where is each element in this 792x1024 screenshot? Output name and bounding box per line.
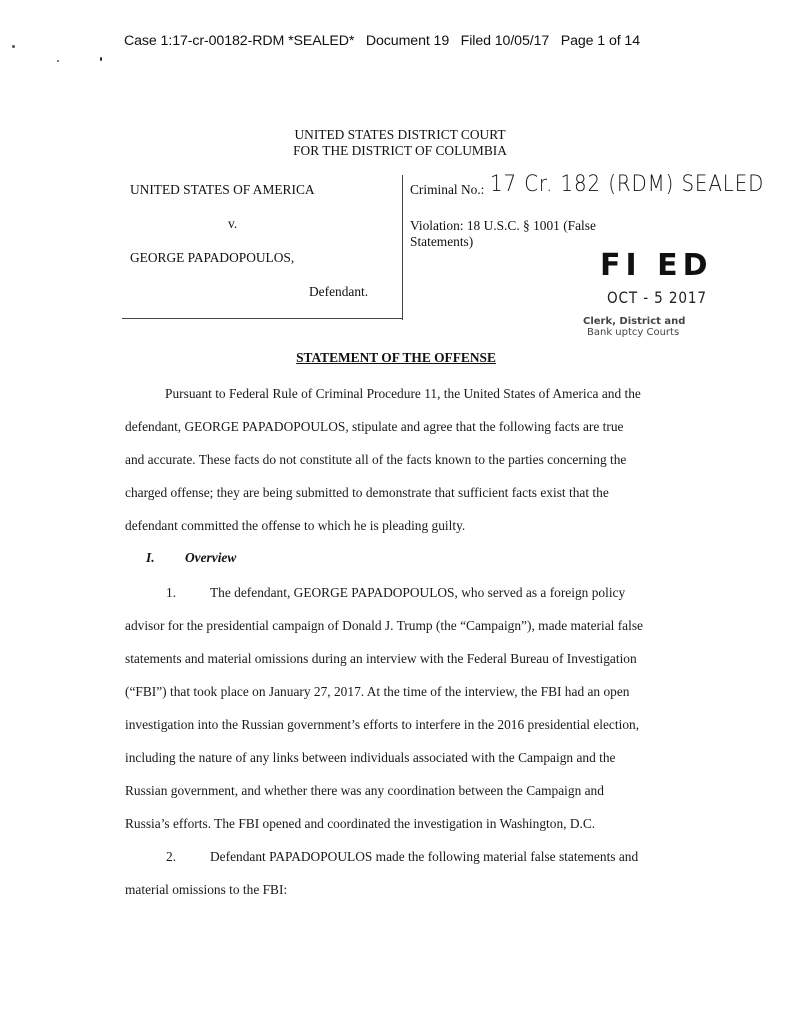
para1-line: Russian government, and whether there was any coordination between the Campaign and bbox=[125, 783, 604, 798]
document-title: STATEMENT OF THE OFFENSE bbox=[296, 350, 496, 365]
section-heading: Overview bbox=[185, 550, 237, 565]
intro-line: charged offense; they are being submitted to demonstrate that sufficient facts exist that the bbox=[125, 485, 609, 500]
para1-line: Russia’s efforts. The FBI opened and coordinated the investigation in Washington, D.C. bbox=[125, 816, 596, 831]
court-heading bbox=[0, 127, 792, 159]
para2-line: Defendant PAPADOPOULOS made the following material false statements and bbox=[210, 849, 639, 864]
violation-line-2: Statements) bbox=[410, 234, 474, 249]
clerk-line-2: Bank uptcy Courts bbox=[587, 327, 680, 338]
case-number: Case 1:17-cr-00182-RDM *SEALED* bbox=[124, 33, 355, 49]
criminal-no-label: Criminal No.: bbox=[410, 182, 485, 197]
caption-divider-vertical bbox=[402, 175, 403, 320]
filed-stamp-date: OCT - 5 2017 bbox=[607, 288, 707, 307]
intro-line: and accurate. These facts do not constitute all of the facts known to the parties concerning the bbox=[125, 452, 627, 467]
violation-line-1: Violation: 18 U.S.C. § 1001 (False bbox=[410, 218, 596, 233]
para1-line: including the nature of any links between individuals associated with the Campaign and the bbox=[125, 750, 616, 765]
intro-line: defendant, GEORGE PAPADOPOULOS, stipulate and agree that the following facts are true bbox=[125, 419, 624, 434]
plaintiff: UNITED STATES OF AMERICA bbox=[130, 182, 315, 197]
document-number: Document 19 bbox=[365, 33, 450, 49]
para1-line: investigation into the Russian government’s efforts to interfere in the 2016 presidential election, bbox=[125, 717, 640, 732]
filed-date: Filed 10/05/17 bbox=[460, 33, 550, 49]
scan-speck bbox=[100, 57, 102, 61]
intro-line: defendant committed the offense to which he is pleading guilty. bbox=[125, 518, 466, 533]
para1-line: The defendant, GEORGE PAPADOPOULOS, who served as a foreign policy bbox=[210, 585, 626, 600]
criminal-no-handwritten: 17 Cr. 182 (RDM) SEALED bbox=[490, 172, 765, 197]
para1-line: (“FBI”) that took place on January 27, 2017. At the time of the interview, the FBI had an open bbox=[125, 684, 630, 699]
filed-stamp-clerk bbox=[583, 316, 685, 338]
para2-line: material omissions to the FBI: bbox=[125, 882, 288, 897]
paragraph-number: 1. bbox=[166, 585, 177, 600]
violation bbox=[410, 218, 596, 250]
page-count: Page 1 of 14 bbox=[560, 33, 640, 49]
caption-divider-horizontal bbox=[122, 318, 403, 319]
defendant-label: Defendant. bbox=[309, 284, 369, 299]
para1-line: advisor for the presidential campaign of Donald J. Trump (the “Campaign”), made material false bbox=[125, 618, 643, 633]
intro-line: Pursuant to Federal Rule of Criminal Procedure 11, the United States of America and the bbox=[165, 386, 641, 401]
filed-stamp: FI ED bbox=[600, 248, 713, 283]
ecf-header bbox=[124, 33, 640, 49]
versus: v. bbox=[228, 216, 238, 231]
scan-speck bbox=[12, 45, 15, 48]
clerk-line-1: Clerk, District and bbox=[583, 316, 686, 327]
court-name: UNITED STATES DISTRICT COURT bbox=[294, 127, 506, 142]
court-district: FOR THE DISTRICT OF COLUMBIA bbox=[293, 143, 507, 158]
defendant-name: GEORGE PAPADOPOULOS, bbox=[130, 250, 295, 265]
paragraph-number: 2. bbox=[166, 849, 177, 864]
section-number: I. bbox=[146, 550, 155, 565]
para1-line: statements and material omissions during an interview with the Federal Bureau of Investigation bbox=[125, 651, 637, 666]
scan-speck bbox=[57, 60, 59, 62]
